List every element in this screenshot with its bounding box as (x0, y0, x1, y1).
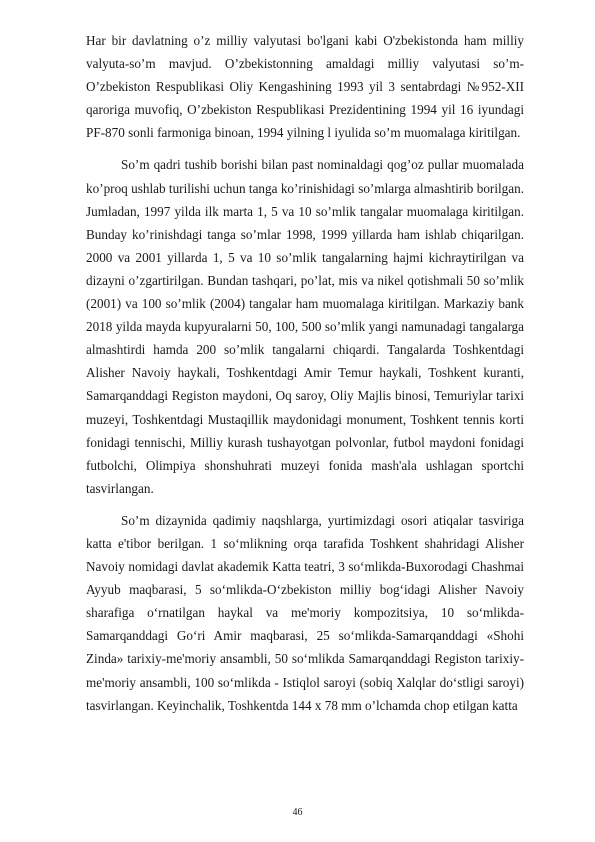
paragraph-coins: So’m qadri tushib borishi bilan past nominaldagi qog’oz pullar muomalada ko’proq ushlab turilishi uchun tanga ko’rinishidagi so’mlarga almashtirib borilgan. Jumladan, 1997 yilda ilk marta 1, 5 va 10 so’mlik tangalar muomalaga kiritilgan. Bunday ko’rinishdagi tanga so’mlar 1998, 1999 yillarda ham ishlab chiqarilgan. 2000 va 2001 yillarda 1, 5 va 10 so’mlik tangalarning hajmi kichraytirilgan va dizayni o’zgartirilgan. Bundan tashqari, po’lat, mis va nikel qotishmali 50 so’mlik (2001) va 100 so’mlik (2004) tangalar ham muomalaga kiritilgan. Markaziy bank 2018 yilda mayda kupyuralarni 50, 100, 500 so’mlik yangi namunadagi tangalarga almashtirdi hamda 200 so’mlik tangalarni chiqardi. Tangalarda Toshkentdagi Alisher Navoiy haykali, Toshkentdagi Amir Temur haykali, Toshkent kuranti, Samarqanddagi Registon maydoni, Oq saroy, Oliy Majlis binosi, Temuriylar tarixi muzeyi, Toshkentdagi Mustaqillik maydonidagi monument, Toshkent tennis korti fonidagi tennischi, Milliy kurash tushayotgan polvonlar, futbol maydoni fonidagi futbolchi, Olimpiya shonshuhrati muzeyi fonida mash'ala ushlagan sportchi tasvirlangan. (86, 157, 524, 496)
page-number: 46 (292, 807, 303, 818)
text-body (86, 29, 524, 717)
paragraph-design: So’m dizaynida qadimiy naqshlarga, yurtimizdagi osori atiqalar tasviriga katta e'tibor berilgan. 1 so‘mlikning orqa tarafida Toshkent shahridagi Alisher Navoiy nomidagi davlat akademik Katta teatri, 3 so‘mlikda-Buxorodagi Chashmai Ayyub maqbarasi, 5 so‘mlikda-O‘zbekiston milliy bog‘idagi Alisher Navoiy sharafiga o‘rnatilgan haykal va me'moriy kompozitsiya, 10 so‘mlikda-Samarqanddagi Go‘ri Amir maqbarasi, 25 so‘mlikda-Samarqanddagi «Shohi Zinda» tarixiy-me'moriy ansambli, 50 so‘mlikda Samarqanddagi Registon tarixiy-me'moriy ansambli, 100 so‘mlikda - Istiqlol saroyi (sobiq Xalqlar do‘stligi saroyi) tasvirlangan. Keyinchalik, Toshkentda 144 x 78 mm o’lchamda chop etilgan katta (86, 512, 524, 713)
paragraph-intro: Har bir davlatning o’z milliy valyutasi bo'lgani kabi O'zbekistonda ham milliy valyuta-so’m mavjud. O’zbekistonning amaldagi milliy valyutasi so’m- O’zbekiston Respublikasi Oliy Kengashining 1993 yil 3 sentabrdagi №952-XII qaroriga muvofiq, O’zbekiston Respublikasi Prezidentining 1994 yil 16 iyundagi PF-870 sonli farmoniga binoan, 1994 yilning l iyulida so’m muomalaga kiritilgan. (86, 33, 524, 141)
